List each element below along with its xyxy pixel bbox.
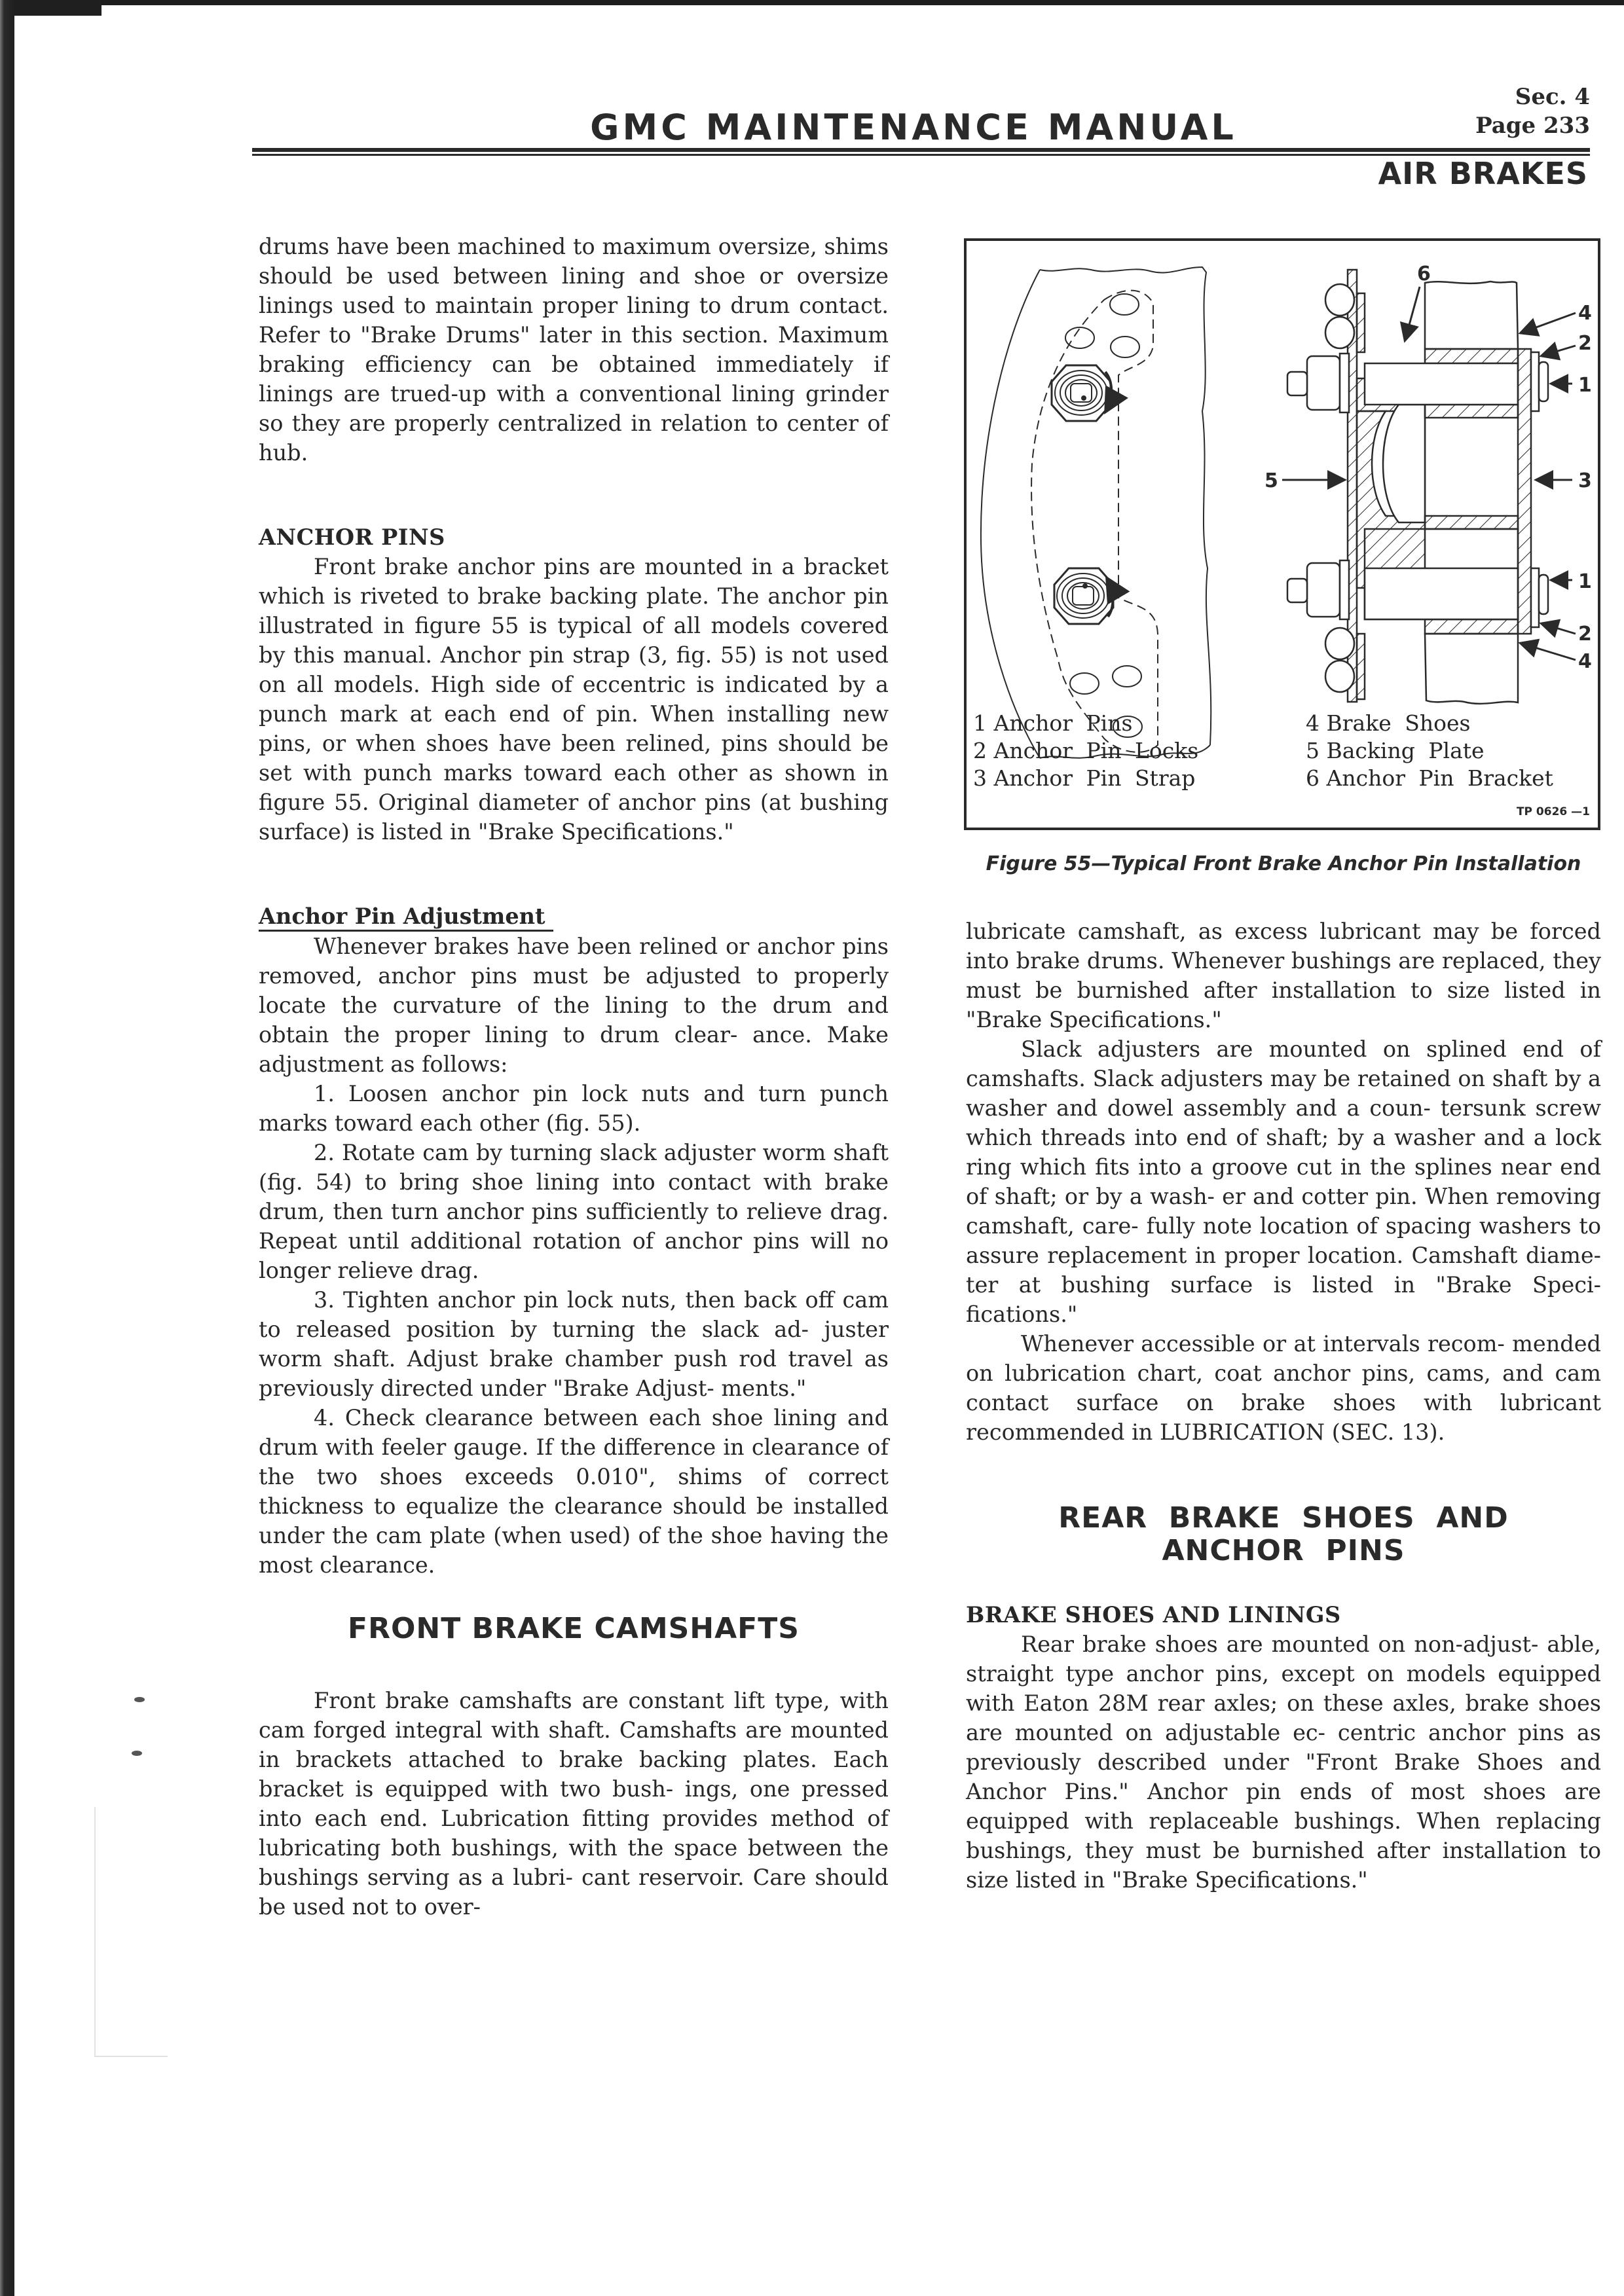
rivet-head: [1325, 661, 1354, 692]
rivet-head: [1325, 284, 1354, 316]
callout-label: 4: [1578, 650, 1592, 673]
rivet-hole: [1113, 666, 1141, 687]
legend-item: 1 Anchor Pins: [973, 710, 1133, 736]
callout-label: 1: [1578, 570, 1592, 593]
legend-item: 3 Anchor Pin Strap: [973, 765, 1196, 791]
anchor-pins-paragraph: Front brake anchor pins are mounted in a bracket which is riveted to brake backing plate. The anchor pin illustrated in figure 55 is typical of all models covered by this manual. Anchor pin strap (3, fig. 55) is not used on all models. High side of eccentric is indicated by a punch mark at each end of pin. When installing new pins, or when shoes have been relined, pins should be set with punch marks toward each other as shown in figure 55. Original diameter of anchor pins (at bushing surface) is listed in "Brake Specifications.": [259, 554, 889, 845]
rivet-hole: [1070, 673, 1099, 694]
punch-hole-mark: [134, 1697, 145, 1702]
anchor-pin-lower: [1365, 568, 1518, 619]
brake-shoe-lower: [1425, 634, 1518, 704]
adjustment-intro-paragraph: Whenever brakes have been relined or anchor pins removed, anchor pins must be adjusted to properly locate the curvature of the lining to the drum and obtain the proper lining to drum clear- ance. Make adjustment as follows:: [259, 934, 889, 1077]
anchor-pin-lock: [1531, 352, 1539, 411]
callout-label: 5: [1264, 469, 1278, 492]
lock-nut: [1307, 563, 1340, 617]
header-rule-thick: [252, 148, 1590, 152]
section-number: Sec. 4: [1515, 84, 1590, 110]
manual-title: GMC MAINTENANCE MANUAL: [590, 107, 1237, 148]
figure-legend-left: [973, 710, 1198, 792]
camshafts-paragraph: Front brake camshafts are constant lift type, with cam forged integral with shaft. Camshafts are mounted in brackets attached to brake backing plates. Each bracket is equipped with two bush- ings, one pressed into each end. Lubrication fitting provides method of lubricating both bushings, with the space between the bushings serving as a lubri- cant reservoir. Care should be used not to over-: [259, 1688, 889, 1920]
rear-brake-shoes-heading: [966, 1502, 1601, 1567]
rivet-hole: [1111, 337, 1139, 357]
anchor-pin-upper: [1365, 363, 1518, 405]
adjustment-step: 2. Rotate cam by turning slack adjuster worm shaft (fig. 54) to bring shoe lining into contact with brake drum, then turn anchor pins sufficiently to relieve drag. Repeat until additional rotation of anchor pins will no longer relieve drag.: [259, 1140, 889, 1283]
camshaft-continuation-paragraph: lubricate camshaft, as excess lubricant may be forced into brake drums. Whenever bushings are replaced, they must be burnished after installation to size listed in "Brake Specifications.": [966, 919, 1601, 1032]
legend-item: 4 Brake Shoes: [1306, 710, 1471, 736]
rivet-head: [1325, 628, 1354, 659]
lock-nut: [1307, 356, 1340, 410]
right-column: [966, 917, 1601, 1895]
figure-legend-right: [1306, 710, 1553, 792]
shoe-face-view: [981, 267, 1211, 758]
upper-anchor-pin-nut: [1052, 365, 1111, 421]
anchor-pin-strap: [1518, 349, 1531, 634]
anchor-pin-lock: [1531, 568, 1539, 627]
adjustment-step: 4. Check clearance between each shoe lining and drum with feeler gauge. If the difference in clearance of the two shoes exceeds 0.010", shims of correct thickness to equalize the clearance should be installed under the cam plate (when used) of the shoe having the most clearance.: [259, 1405, 889, 1578]
callout-label: 1: [1578, 374, 1592, 397]
rivet-hole: [1110, 294, 1139, 315]
slack-adjusters-paragraph: Slack adjusters are mounted on splined end of camshafts. Slack adjusters may be retained on shaft by a washer and dowel assembly and a coun- tersunk screw which threads into end of shaft; by a washer and a lock ring which fits into a groove cut in the splines near end of shaft; or by a wash- er and cotter pin. When removing camshaft, care- fully note location of spacing washers to assure replacement in proper location. Camshaft diame- ter at bushing surface is listed in "Brake Speci- fications.": [966, 1036, 1601, 1327]
callout-label: 6: [1417, 263, 1431, 285]
page-number: Page 233: [1475, 113, 1590, 139]
bushing: [1425, 619, 1518, 634]
bushing: [1425, 405, 1518, 418]
callout-label: 2: [1578, 623, 1592, 646]
left-column: [259, 232, 889, 1922]
punch-hole-mark: [132, 1751, 142, 1756]
brake-shoes-linings-heading: BRAKE SHOES AND LININGS: [966, 1602, 1341, 1628]
callout-label: 3: [1578, 469, 1592, 492]
rear-heading-line-2: ANCHOR PINS: [1162, 1534, 1405, 1567]
intro-paragraph: drums have been machined to maximum oversize, shims should be used between lining and shoe or oversize linings used to maintain proper lining to drum contact. Refer to "Brake Drums" later in this section. Maximum braking efficiency can be obtained immediately if linings are trued-up with a conventional lining grinder so they are properly centralized in relation to center of hub.: [259, 234, 889, 465]
scan-edge-top: [0, 0, 1624, 5]
figure-55: [964, 238, 1600, 830]
anchor-pin-adjustment-heading: Anchor Pin Adjustment: [259, 903, 553, 932]
rivet-hole: [1065, 327, 1094, 348]
anchor-pin-cross-section: [1287, 270, 1548, 704]
shoe-curve-edge: [981, 270, 1040, 758]
callout-label: 4: [1578, 302, 1592, 325]
scan-edge-left: [0, 0, 14, 2296]
bushing: [1425, 516, 1518, 529]
rear-brake-shoes-paragraph: Rear brake shoes are mounted on non-adjust- able, straight type anchor pins, except on models equipped with Eaton 28M rear axles; on these axles, brake shoes are mounted on adjustable ec- centric anchor pins as previously described under "Front Brake Shoes and Anchor Pins." Anchor pin ends of most shoes are equipped with replaceable bushings. When replacing bushings, they must be burnished after installation to size listed in "Brake Specifications.": [966, 1631, 1601, 1893]
front-brake-camshafts-heading: FRONT BRAKE CAMSHAFTS: [348, 1612, 800, 1645]
brake-shoe-upper: [1425, 282, 1518, 349]
rear-heading-line-1: REAR BRAKE SHOES AND: [1058, 1501, 1509, 1535]
figure-caption: Figure 55—Typical Front Brake Anchor Pin Installation: [986, 852, 1581, 875]
section-title: AIR BRAKES: [1378, 156, 1588, 191]
adjustment-step: 1. Loosen anchor pin lock nuts and turn punch marks toward each other (fig. 55).: [259, 1081, 889, 1136]
anchor-pins-heading: ANCHOR PINS: [259, 524, 445, 550]
legend-item: 5 Backing Plate: [1306, 738, 1485, 763]
adjustment-step: 3. Tighten anchor pin lock nuts, then back off cam to released position by turning the slack ad- juster worm shaft. Adjust brake chamber push rod travel as previously directed under "Brake Adjust- ments.": [259, 1287, 889, 1401]
scan-edge-tab: [0, 0, 101, 16]
legend-item: 6 Anchor Pin Bracket: [1306, 765, 1553, 791]
bushing: [1425, 349, 1518, 363]
rivet-head: [1325, 317, 1354, 348]
lower-anchor-pin-nut: [1054, 568, 1113, 624]
paper-crease: [94, 1807, 168, 2057]
callout-label: 2: [1578, 332, 1592, 355]
legend-item: 2 Anchor Pin Locks: [973, 738, 1199, 763]
figure-code: TP 0626 —1: [1516, 805, 1590, 818]
lubrication-paragraph: Whenever accessible or at intervals recom- mended on lubrication chart, coat anchor pins, cams, and cam contact surface on brake shoes with lubricant recommended in LUBRICATION (SEC. 13).: [966, 1331, 1601, 1445]
